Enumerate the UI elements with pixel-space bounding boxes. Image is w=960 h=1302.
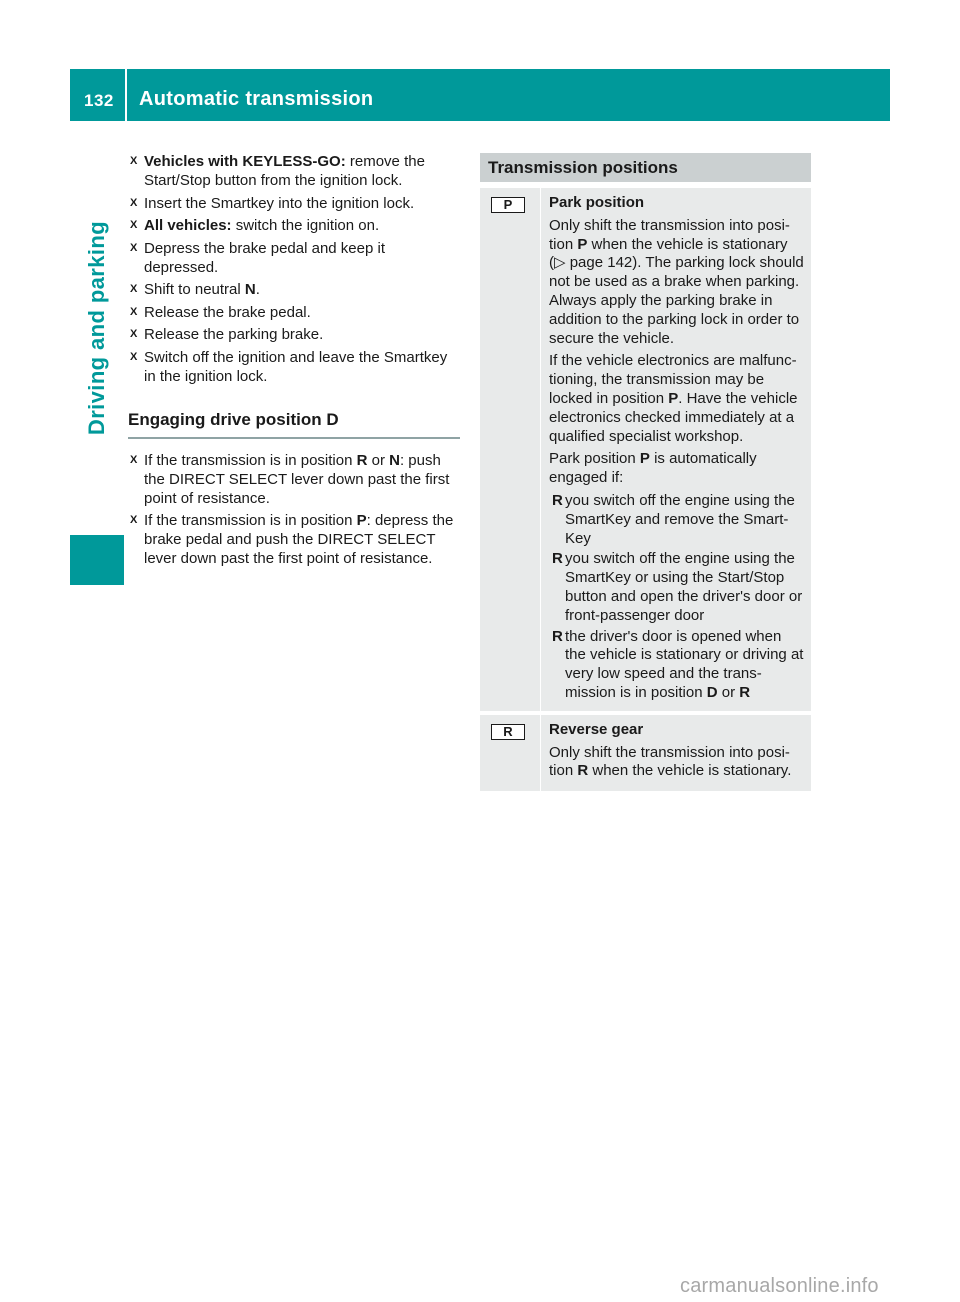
para-text: when the vehicle is stationary. bbox=[588, 762, 792, 780]
page-header bbox=[70, 69, 890, 121]
text-cell bbox=[541, 715, 811, 791]
step-text: . bbox=[255, 281, 260, 298]
step-text: Depress the brake pedal and keep it depressed. bbox=[144, 239, 385, 276]
side-label: Driving and parking bbox=[84, 220, 109, 435]
para-text: Only shift the transmission into posi- tion bbox=[549, 743, 790, 780]
para-text: Park position bbox=[549, 450, 640, 468]
chapter-title: Automatic transmission bbox=[139, 88, 374, 110]
step-item bbox=[128, 325, 460, 344]
step-text: or bbox=[367, 451, 390, 469]
para-bold: P bbox=[639, 450, 650, 468]
para-text: is automatically engaged if: bbox=[549, 450, 757, 487]
step-arrow-icon: X bbox=[130, 219, 138, 231]
step-bold: N bbox=[389, 451, 400, 469]
step-item bbox=[128, 239, 460, 277]
step-item bbox=[128, 451, 460, 508]
paragraph bbox=[549, 450, 805, 488]
bullet-item bbox=[549, 550, 805, 625]
bullet-icon: R bbox=[552, 550, 563, 568]
step-bold: N bbox=[244, 281, 256, 298]
step-text: : depress the brake pedal and push the DIRECT SELECT lever down past the first point of resistance. bbox=[144, 512, 454, 567]
para-text: If the vehicle electronics are malfunc- tioning, the transmission may be locked in position bbox=[549, 352, 797, 407]
step-arrow-icon: X bbox=[130, 305, 138, 318]
bullet-text: you switch off the engine using the SmartKey or using the Start/Stop button and open the driver's door or front-passenger door bbox=[565, 550, 803, 624]
steps-list-2 bbox=[128, 451, 460, 569]
bullet-text: or bbox=[717, 683, 740, 701]
bullet-icon: R bbox=[552, 491, 563, 509]
step-arrow-icon: X bbox=[130, 283, 138, 295]
paragraph bbox=[549, 217, 805, 349]
table-header: Transmission positions bbox=[480, 153, 811, 182]
step-item bbox=[128, 216, 460, 235]
step-bold: R bbox=[356, 451, 368, 469]
step-bold: All vehicles: bbox=[144, 217, 232, 234]
step-text: If the transmission is in position bbox=[144, 512, 357, 529]
step-text: switch the ignition on. bbox=[231, 217, 380, 234]
para-bold: P bbox=[577, 235, 588, 253]
left-column bbox=[128, 152, 460, 572]
step-arrow-icon: X bbox=[130, 453, 138, 466]
paragraph bbox=[549, 744, 805, 782]
transmission-positions-table bbox=[480, 153, 811, 795]
step-item bbox=[128, 280, 460, 299]
row-title: Reverse gear bbox=[549, 720, 644, 738]
watermark: carmanualsonline.info bbox=[680, 1275, 879, 1297]
side-tab-marker bbox=[70, 535, 124, 585]
para-text: when the vehicle is stationary ( bbox=[549, 235, 788, 272]
step-item bbox=[128, 194, 460, 213]
bullet-bold: R bbox=[739, 683, 751, 701]
steps-list-1 bbox=[128, 152, 460, 386]
step-arrow-icon: X bbox=[130, 514, 138, 526]
step-arrow-icon: X bbox=[130, 328, 138, 340]
para-bold: P bbox=[668, 389, 679, 407]
step-text: Release the brake pedal. bbox=[144, 303, 311, 321]
step-text: If the transmission is in position bbox=[144, 451, 357, 469]
step-text: Switch off the ignition and leave the Smartkey in the ignition lock. bbox=[144, 348, 448, 385]
para-text: . Have the vehicle electronics checked immediately at a qualified specialist workshop. bbox=[549, 389, 798, 445]
table-row-park bbox=[480, 188, 811, 711]
para-bold: R bbox=[577, 762, 589, 780]
step-text: : push the DIRECT SELECT lever down past the first point of resistance. bbox=[144, 451, 450, 507]
page-ref-icon: ▷ bbox=[554, 254, 566, 272]
bullet-text: you switch off the engine using the SmartKey and remove the Smart- Key bbox=[565, 491, 795, 547]
step-bold: P bbox=[356, 512, 367, 529]
table-row-reverse bbox=[480, 715, 811, 791]
text-cell bbox=[541, 188, 811, 711]
bullet-item bbox=[549, 628, 805, 703]
step-item bbox=[128, 511, 460, 568]
section-heading: Engaging drive position D bbox=[128, 410, 460, 439]
step-item bbox=[128, 303, 460, 322]
bullet-text: the driver's door is opened when the vehicle is stationary or driving at very low speed and the trans- mission is in position bbox=[565, 627, 804, 701]
icon-cell bbox=[480, 715, 541, 791]
header-divider bbox=[125, 69, 127, 121]
step-text: Shift to neutral bbox=[144, 281, 245, 298]
bullet-item bbox=[549, 492, 805, 548]
para-text: page 142). The parking lock should not be used as a brake when parking. Always apply the parking brake in addition to the parking lock in order to secure the vehicle. bbox=[549, 254, 804, 347]
step-item bbox=[128, 348, 460, 386]
bullet-bold: D bbox=[706, 683, 718, 701]
step-text: Insert the Smartkey into the ignition lock. bbox=[144, 194, 415, 212]
step-arrow-icon: X bbox=[130, 350, 138, 363]
icon-cell bbox=[480, 188, 541, 711]
step-bold: Vehicles with KEYLESS-GO: bbox=[144, 153, 346, 170]
step-item bbox=[128, 152, 460, 190]
bullet-icon: R bbox=[552, 627, 563, 645]
row-title: Park position bbox=[549, 194, 645, 211]
step-arrow-icon: X bbox=[130, 196, 138, 209]
step-arrow-icon: X bbox=[130, 155, 138, 167]
reverse-gear-icon: R bbox=[491, 724, 525, 740]
park-gear-icon: P bbox=[491, 197, 525, 213]
step-text: Release the parking brake. bbox=[144, 326, 324, 343]
step-arrow-icon: X bbox=[130, 241, 138, 254]
paragraph bbox=[549, 352, 805, 446]
step-text: remove the Start/Stop button from the ignition lock. bbox=[144, 153, 425, 189]
side-chapter-tab bbox=[70, 125, 124, 585]
page-number: 132 bbox=[84, 91, 114, 110]
para-text: Only shift the transmission into posi- tion bbox=[549, 216, 790, 253]
side-label-container bbox=[70, 125, 124, 530]
